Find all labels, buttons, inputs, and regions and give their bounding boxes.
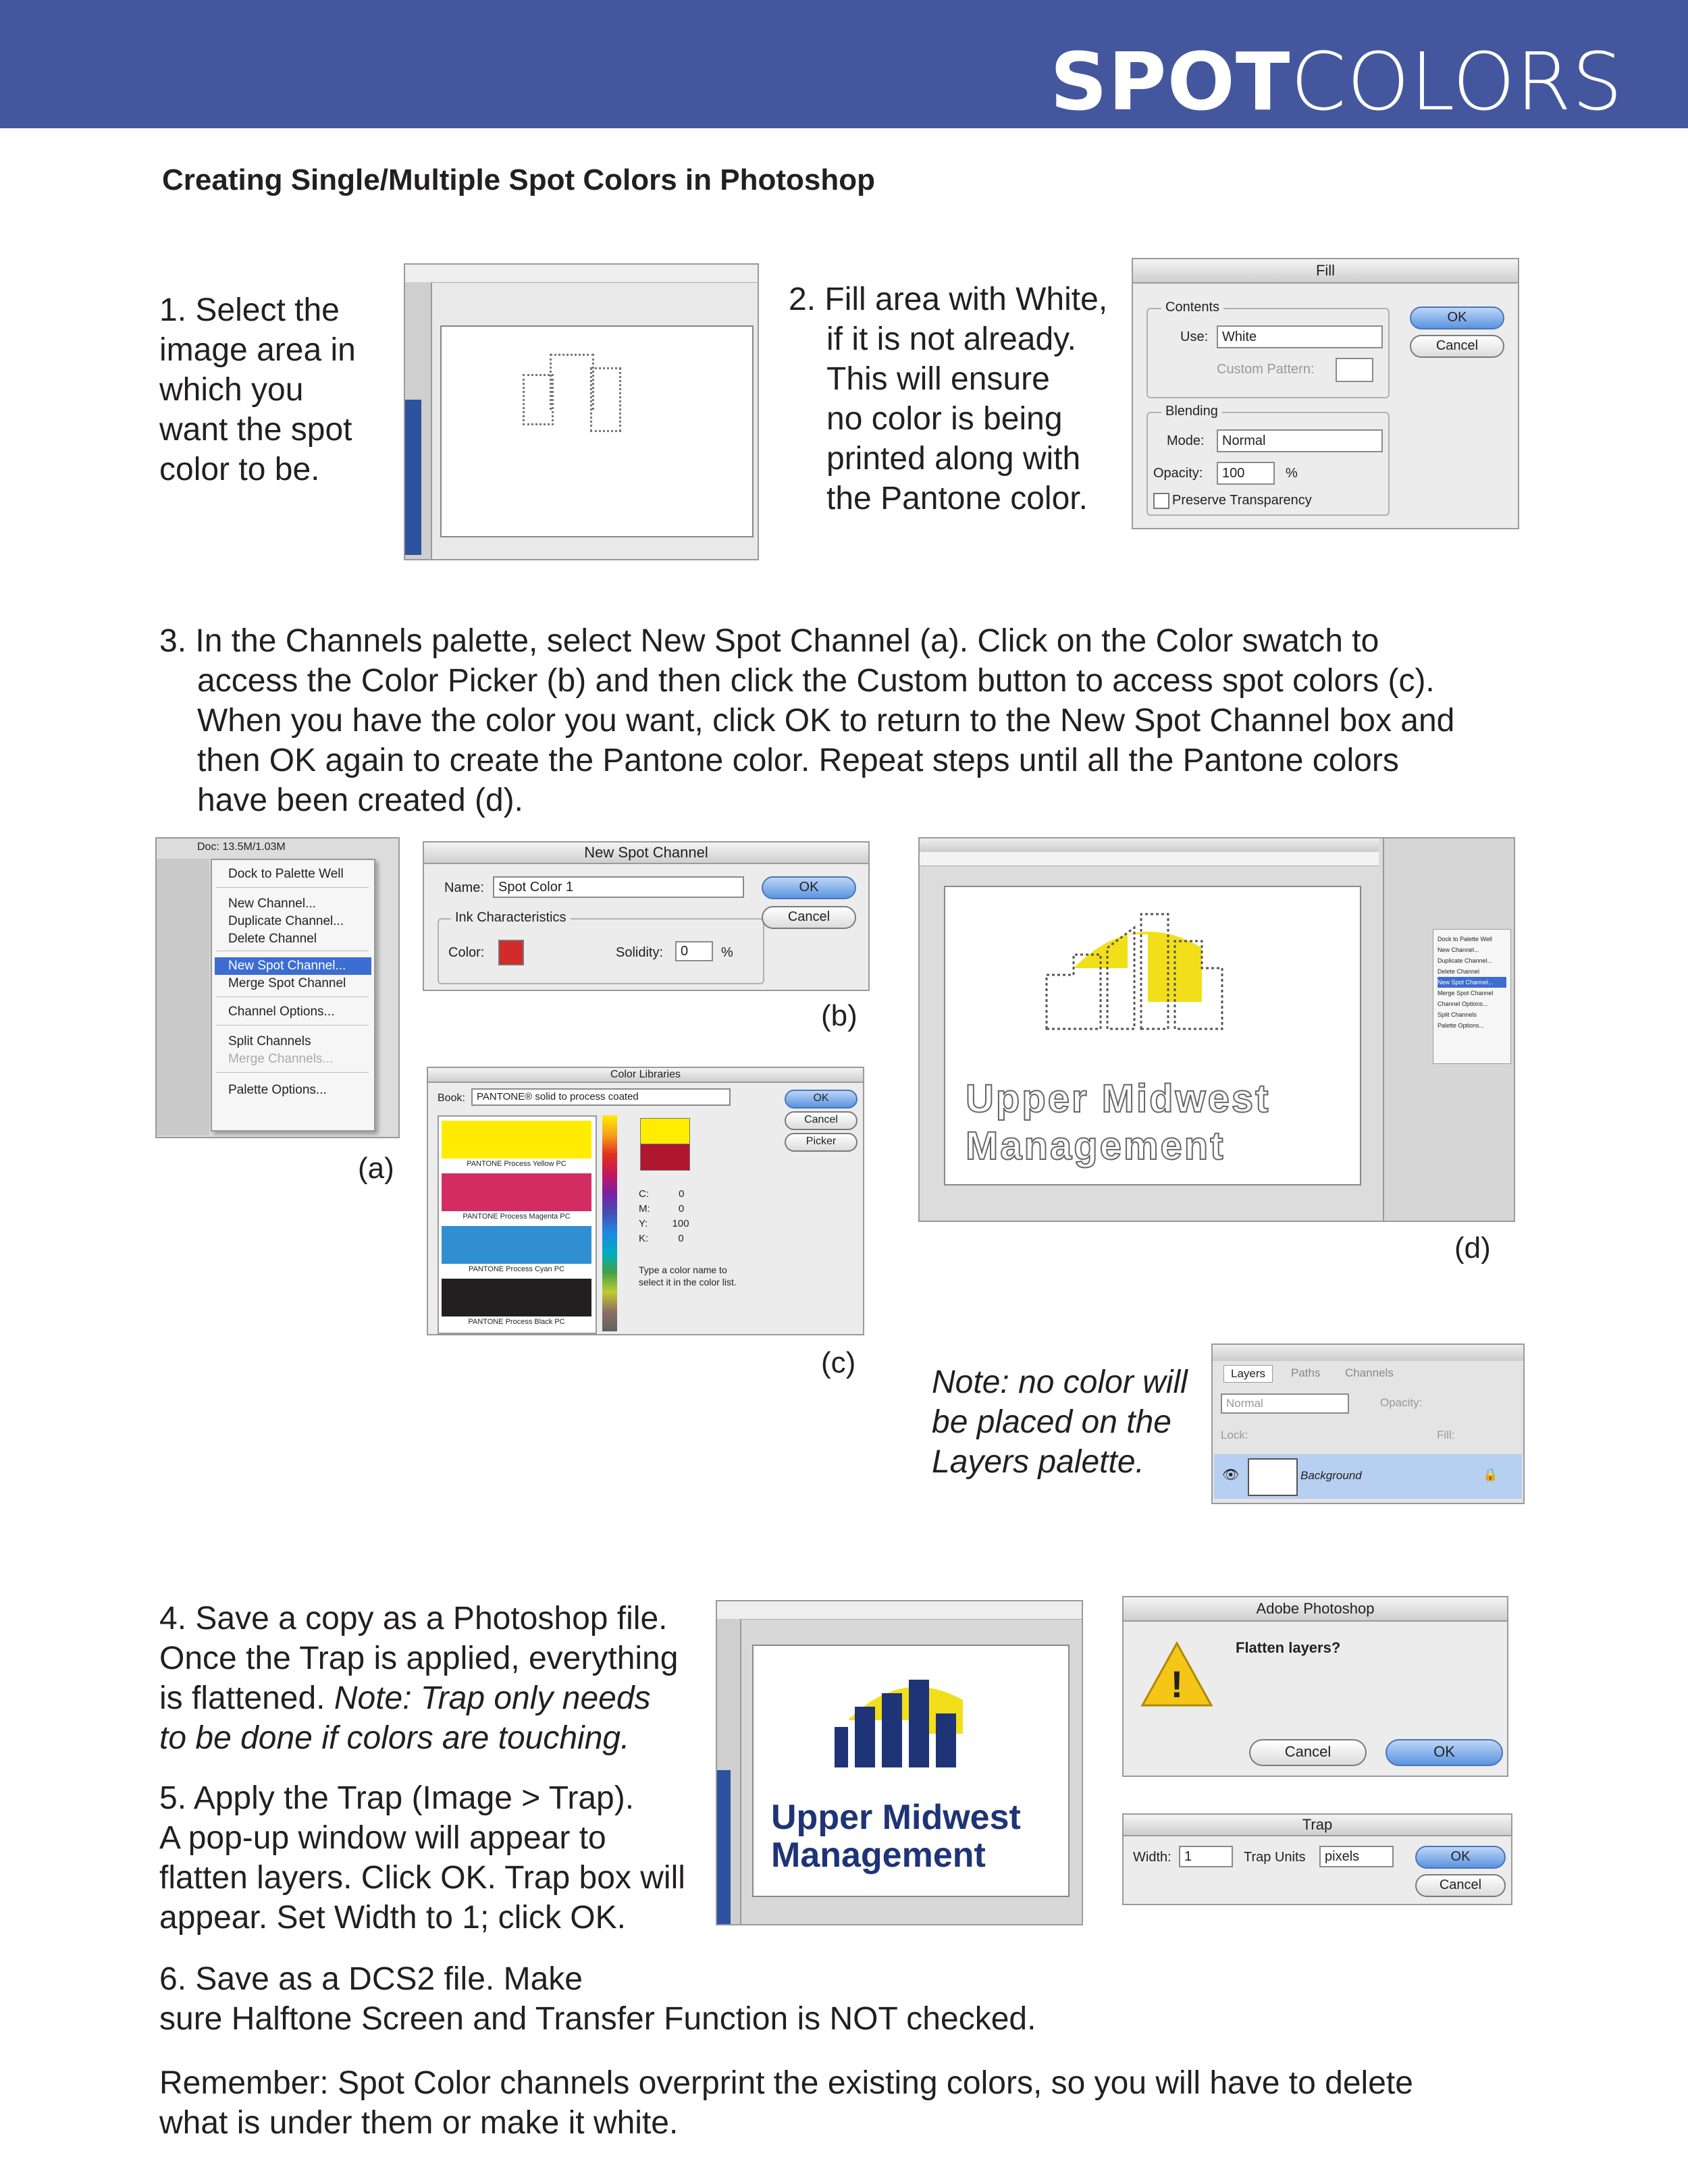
trap-dialog-title: Trap <box>1124 1815 1511 1836</box>
spot-dialog-title: New Spot Channel <box>424 843 868 864</box>
document-canvas <box>440 325 754 537</box>
custom-pattern-label: Custom Pattern: <box>1217 362 1315 377</box>
menu-divider <box>216 1072 369 1073</box>
lock-icon: 🔒 <box>1483 1468 1498 1481</box>
page-heading: Creating Single/Multiple Spot Colors in Photoshop <box>162 163 875 196</box>
skyline-graphic <box>1033 894 1263 1042</box>
spot-ok-button[interactable]: OK <box>762 876 856 899</box>
layer-thumbnail <box>1248 1458 1298 1496</box>
trap-cancel-button[interactable]: Cancel <box>1415 1874 1506 1897</box>
step-5-text: 5. Apply the Trap (Image > Trap). A pop-up window will appear to flatten layers. Click OK. Trap box will appear. Set Width to 1; click OK. <box>159 1780 685 1936</box>
document-canvas <box>944 886 1361 1186</box>
use-label: Use: <box>1180 329 1209 344</box>
logo-text-line1: Upper Midwest <box>771 1798 1021 1837</box>
layer-row-background[interactable] <box>1214 1454 1522 1499</box>
menu-item[interactable]: New Channel... <box>228 897 316 911</box>
trap-units-label: Trap Units <box>1244 1850 1306 1865</box>
book-select[interactable]: PANTONE® solid to process coated <box>471 1088 731 1106</box>
photoshop-spot-screenshot <box>918 837 1515 1222</box>
logo-outline-line2: Management <box>966 1124 1225 1168</box>
fill-ok-button[interactable]: OK <box>1410 307 1504 329</box>
mini-palette-menu: Dock to Palette Well New Channel... Duplicate Channel... Delete Channel New Spot Channel... Merge Spot Channel Channel Options... Split Channels Palette Options... <box>1433 929 1511 1064</box>
swatch-name: PANTONE Process Yellow PC <box>467 1160 566 1168</box>
swatch-cyan[interactable] <box>442 1226 591 1264</box>
flatten-ok-button[interactable]: OK <box>1386 1739 1503 1766</box>
caption-d: (d) <box>1454 1231 1491 1264</box>
ink-group <box>438 918 764 984</box>
solidity-input[interactable]: 0 <box>675 941 713 961</box>
book-label: Book: <box>438 1092 465 1104</box>
caption-c: (c) <box>821 1346 856 1379</box>
swatch-name: PANTONE Process Black PC <box>468 1318 565 1326</box>
swatch-magenta[interactable] <box>442 1173 591 1211</box>
layers-note: Note: no color will be placed on the Layers palette. <box>932 1364 1188 1480</box>
trap-units-select[interactable]: pixels <box>1319 1846 1394 1867</box>
width-label: Width: <box>1133 1850 1171 1865</box>
menu-item-new-spot-channel[interactable]: New Spot Channel... <box>228 959 346 973</box>
new-color-preview <box>640 1118 690 1145</box>
lock-label: Lock: <box>1221 1429 1248 1441</box>
swatch-list <box>438 1115 597 1334</box>
palette-menu <box>211 859 375 1131</box>
fill-dialog-title: Fill <box>1133 259 1518 284</box>
desktop-edge <box>717 1770 731 1924</box>
menu-bar <box>405 265 758 283</box>
trap-width-input[interactable]: 1 <box>1179 1846 1233 1867</box>
fill-cancel-button[interactable]: Cancel <box>1410 335 1504 358</box>
solidity-label: Solidity: <box>616 945 664 960</box>
menu-divider <box>216 996 369 997</box>
menu-item[interactable]: Palette Options... <box>228 1083 327 1097</box>
channels-list <box>157 859 209 1136</box>
step-1-text: 1. Select the image area in which you want the spot color to be. <box>159 292 356 487</box>
layers-palette <box>1211 1343 1525 1504</box>
photoshop-logo-screenshot <box>716 1600 1083 1925</box>
custom-pattern-swatch[interactable] <box>1336 358 1373 382</box>
step-3-text: 3. In the Channels palette, select New Spot Channel (a). Click on the Color swatch to access the Color Picker (b) and then click the Custom button to access spot colors (c). When you have the color you want, click OK to return to the New Spot Channel box and then OK again to create the Pantone color. Repeat steps until all the Pantone colors have been created (d). <box>159 623 1455 818</box>
name-input[interactable]: Spot Color 1 <box>493 876 744 898</box>
swatch-name: PANTONE Process Magenta PC <box>463 1213 571 1221</box>
doc-size: Doc: 13.5M/1.03M <box>197 841 286 853</box>
step-4-text: 4. Save a copy as a Photoshop file. Once the Trap is applied, everything is flattened. Note: Trap only needs to be done if colors are touching. <box>159 1601 679 1756</box>
menu-item[interactable]: Channel Options... <box>228 1005 335 1019</box>
color-libraries-dialog <box>427 1067 864 1335</box>
step-6-text: 6. Save as a DCS2 file. Make sure Halftone Screen and Transfer Function is NOT checked. <box>159 1961 1036 2037</box>
new-spot-channel-dialog <box>423 841 870 991</box>
swatch-black[interactable] <box>442 1279 591 1316</box>
swatch-yellow[interactable] <box>442 1121 591 1158</box>
eye-icon[interactable]: 👁 <box>1222 1468 1240 1483</box>
flatten-dialog-title: Adobe Photoshop <box>1124 1597 1507 1622</box>
marquee-selection <box>523 374 554 425</box>
mode-select[interactable]: Normal <box>1217 429 1383 452</box>
brand-title: SPOTCOLORS <box>1050 35 1623 128</box>
step-2-text: 2. Fill area with White, if it is not already. This will ensure no color is being printed along with the Pantone color. <box>789 282 1108 516</box>
marquee-selection <box>590 367 621 432</box>
opacity-input[interactable]: 100 <box>1217 462 1275 485</box>
remember-text: Remember: Spot Color channels overprint the existing colors, so you will have to delete what is under them or make it white. <box>159 2065 1413 2141</box>
yellow-spot-area <box>1074 932 1202 1002</box>
caption-b: (b) <box>821 999 858 1032</box>
palettes-column <box>1383 838 1515 1221</box>
ruler <box>920 852 1379 866</box>
color-name-hint: Type a color name to select it in the color list. <box>639 1264 737 1287</box>
menu-divider <box>216 1025 369 1026</box>
ink-label: Ink Characteristics <box>451 910 571 926</box>
palette-titlebar <box>1213 1345 1523 1361</box>
opacity-percent: % <box>1286 466 1298 481</box>
flatten-message: Flatten layers? <box>1236 1639 1341 1656</box>
picker-button[interactable]: Picker <box>785 1133 858 1152</box>
name-label: Name: <box>444 880 484 895</box>
opacity-label: Opacity: <box>1153 466 1203 481</box>
marquee-selection <box>550 354 594 410</box>
logo-skyline-icon <box>828 1666 990 1774</box>
logo-outline-line1: Upper Midwest <box>966 1077 1271 1121</box>
contents-group <box>1146 308 1390 398</box>
fill-label: Fill: <box>1437 1429 1455 1441</box>
preserve-label: Preserve Transparency <box>1172 493 1312 508</box>
flatten-cancel-button[interactable]: Cancel <box>1249 1739 1367 1766</box>
contents-label: Contents <box>1161 300 1223 315</box>
desktop-edge <box>405 400 421 555</box>
flatten-dialog <box>1122 1596 1508 1777</box>
photoshop-selection-screenshot <box>404 263 759 560</box>
menu-divider <box>216 887 369 888</box>
tab-layers[interactable]: Layers <box>1223 1365 1273 1383</box>
color-libs-ok-button[interactable]: OK <box>785 1090 858 1109</box>
color-label: Color: <box>448 945 485 960</box>
doc-titlebar <box>920 838 1379 853</box>
svg-text:!: ! <box>1170 1663 1184 1705</box>
menu-item[interactable]: Duplicate Channel... <box>228 914 344 928</box>
trap-dialog <box>1122 1813 1512 1905</box>
caption-a: (a) <box>358 1152 394 1185</box>
logo-text-line2: Management <box>771 1836 986 1875</box>
menu-item[interactable]: Delete Channel <box>228 932 317 946</box>
use-select[interactable]: White <box>1217 325 1383 348</box>
layer-name: Background <box>1300 1469 1362 1482</box>
color-libs-cancel-button[interactable]: Cancel <box>785 1111 858 1130</box>
menu-item[interactable]: Dock to Palette Well <box>228 867 344 881</box>
warning-icon <box>1140 1641 1214 1708</box>
original-color-preview <box>640 1144 690 1171</box>
menu-bar <box>717 1601 1082 1620</box>
menu-item: Merge Channels... <box>228 1052 334 1066</box>
tab-channels[interactable]: Channels <box>1345 1366 1394 1379</box>
spot-cancel-button[interactable]: Cancel <box>762 906 856 929</box>
color-slider[interactable] <box>602 1115 617 1331</box>
color-libs-title: Color Libraries <box>428 1068 863 1083</box>
fill-dialog <box>1132 258 1519 529</box>
swatch-name: PANTONE Process Cyan PC <box>468 1265 565 1273</box>
preserve-checkbox[interactable] <box>1153 493 1169 509</box>
tab-paths[interactable]: Paths <box>1291 1366 1321 1379</box>
menu-item[interactable]: Merge Spot Channel <box>228 976 346 990</box>
channels-menu-screenshot <box>155 837 400 1138</box>
blending-label: Blending <box>1161 404 1222 419</box>
cmyk-values: C: 0 M: 0 Y: 100 K: 0 <box>639 1188 689 1244</box>
blend-mode-select[interactable]: Normal <box>1221 1393 1349 1414</box>
document-canvas <box>752 1645 1070 1897</box>
opacity-label: Opacity: <box>1380 1396 1423 1409</box>
color-swatch[interactable] <box>498 940 524 965</box>
mode-label: Mode: <box>1167 433 1205 448</box>
menu-item[interactable]: Split Channels <box>228 1034 311 1048</box>
trap-ok-button[interactable]: OK <box>1415 1846 1506 1869</box>
solidity-percent: % <box>721 945 733 960</box>
